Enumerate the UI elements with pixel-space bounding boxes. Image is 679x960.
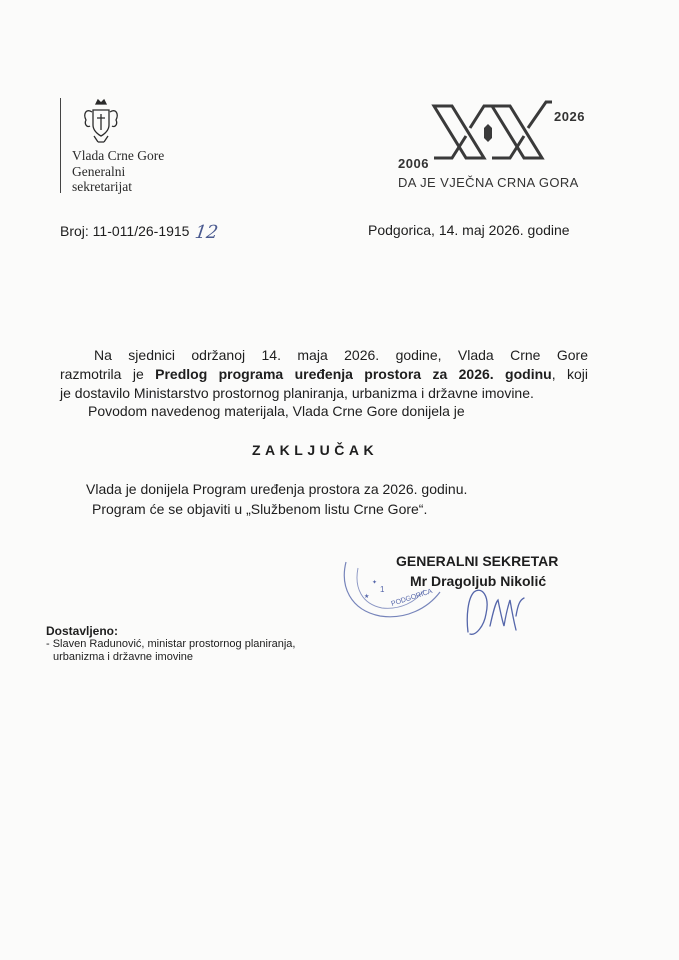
- institution-line: sekretarijat: [72, 179, 132, 194]
- distribution-title: Dostavljeno:: [46, 624, 119, 638]
- logo-tagline: DA JE VJEČNA CRNA GORA: [398, 175, 579, 190]
- stamp-number: 1: [380, 585, 385, 594]
- logo-year-start: 2006: [398, 156, 429, 171]
- paragraph-2: Povodom navedenog materijala, Vlada Crne Gore donijela je: [88, 403, 465, 419]
- document-body: [94, 346, 588, 365]
- decision-line: Vlada je donijela Program uređenja prostora za 2026. godinu.: [86, 481, 468, 497]
- handwritten-signature: [460, 586, 530, 642]
- distribution-item: - Slaven Radunović, ministar prostornog planiranja,: [46, 638, 296, 650]
- institution-line: Generalni: [72, 163, 126, 179]
- paragraph-line: je dostavilo Ministarstvo prostornog planiranja, urbanizma i državne imovine.: [60, 385, 534, 401]
- decision-heading: ZAKLJUČAK: [252, 442, 379, 458]
- decision-text: [86, 479, 467, 519]
- institution-name: [72, 148, 164, 195]
- paragraph-1: [94, 346, 588, 365]
- coat-of-arms-icon: [80, 98, 122, 148]
- stamp-mark: ★: [364, 594, 370, 600]
- logo-year-end: 2026: [554, 109, 585, 124]
- paragraph-1-continued: [60, 365, 588, 403]
- anniversary-logo: [392, 100, 592, 192]
- institution-line: Vlada Crne Gore: [72, 148, 165, 163]
- paragraph-line: [60, 365, 588, 384]
- stamp-mark: ✦: [372, 580, 378, 586]
- stamp-city: PODGORICA: [390, 588, 434, 608]
- place-date: Podgorica, 14. maj 2026. godine: [368, 222, 570, 238]
- document-number: [60, 220, 218, 241]
- institution-header: [60, 98, 230, 198]
- distribution-item: urbanizma i državne imovine: [53, 651, 194, 663]
- signatory-title: GENERALNI SEKRETAR: [396, 553, 559, 569]
- distribution-list: [46, 624, 295, 664]
- proposal-title: Predlog programa uređenja prostora za 2026. godinu: [155, 366, 552, 382]
- document-number-text: Broj: 11-011/26-1915: [60, 223, 190, 239]
- paragraph-text: razmotrila je: [60, 366, 156, 382]
- paragraph-line: Na sjednici održanoj 14. maja 2026. godine, Vlada Crne Gore: [94, 347, 588, 363]
- paragraph-text: , koji: [551, 366, 588, 382]
- handwritten-number: 12: [193, 222, 220, 243]
- decision-line: Program će se objaviti u „Službenom listu Crne Gore“.: [92, 501, 428, 517]
- signatory-name: Mr Dragoljub Nikolić: [410, 573, 547, 589]
- header-divider: [60, 98, 61, 193]
